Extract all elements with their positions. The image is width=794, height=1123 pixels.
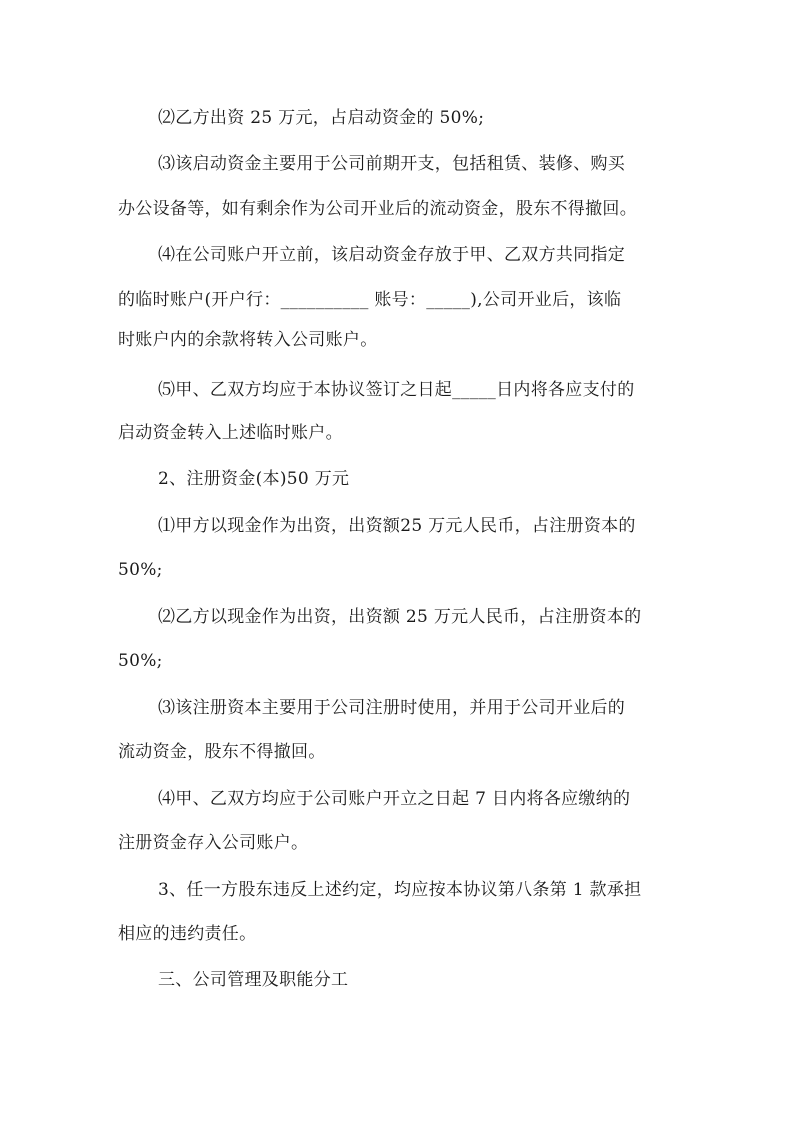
paragraph-line: ⑶该注册资本主要用于公司注册时使用，并用于公司开业后的: [158, 698, 626, 718]
paragraph-line: 相应的违约责任。: [118, 924, 257, 944]
section-heading: 2、注册资金(本)50 万元: [158, 469, 350, 489]
section-heading: 三、公司管理及职能分工: [158, 970, 349, 990]
paragraph-line: ⑴甲方以现金作为出资，出资额25 万元人民币，占注册资本的: [158, 516, 636, 536]
paragraph-line: ⑶该启动资金主要用于公司前期开支，包括租赁、装修、购买: [158, 154, 626, 174]
paragraph-line: 的临时账户(开户行：__________ 账号：_____),公司开业后，该临: [118, 290, 622, 310]
paragraph-line: 50%;: [118, 651, 163, 671]
paragraph-line: 50%;: [118, 560, 163, 580]
paragraph-line: 时账户内的余款将转入公司账户。: [118, 330, 378, 350]
paragraph-line: ⑸甲、乙双方均应于本协议签订之日起_____日内将各应支付的: [158, 380, 635, 400]
paragraph-line: ⑷甲、乙双方均应于公司账户开立之日起 7 日内将各应缴纳的: [158, 789, 631, 809]
paragraph-line: 流动资金，股东不得撤回。: [118, 742, 326, 762]
paragraph-line: ⑷在公司账户开立前，该启动资金存放于甲、乙双方共同指定: [158, 245, 626, 265]
paragraph-line: ⑵乙方以现金作为出资，出资额 25 万元人民币，占注册资本的: [158, 607, 642, 627]
paragraph-line: 注册资金存入公司账户。: [118, 833, 309, 853]
paragraph-line: 办公设备等，如有剩余作为公司开业后的流动资金，股东不得撤回。: [118, 199, 637, 219]
paragraph-line: 启动资金转入上述临时账户。: [118, 423, 343, 443]
paragraph-line: 3、任一方股东违反上述约定，均应按本协议第八条第 1 款承担: [158, 880, 642, 900]
paragraph-line: ⑵乙方出资 25 万元，占启动资金的 50%;: [158, 108, 485, 128]
